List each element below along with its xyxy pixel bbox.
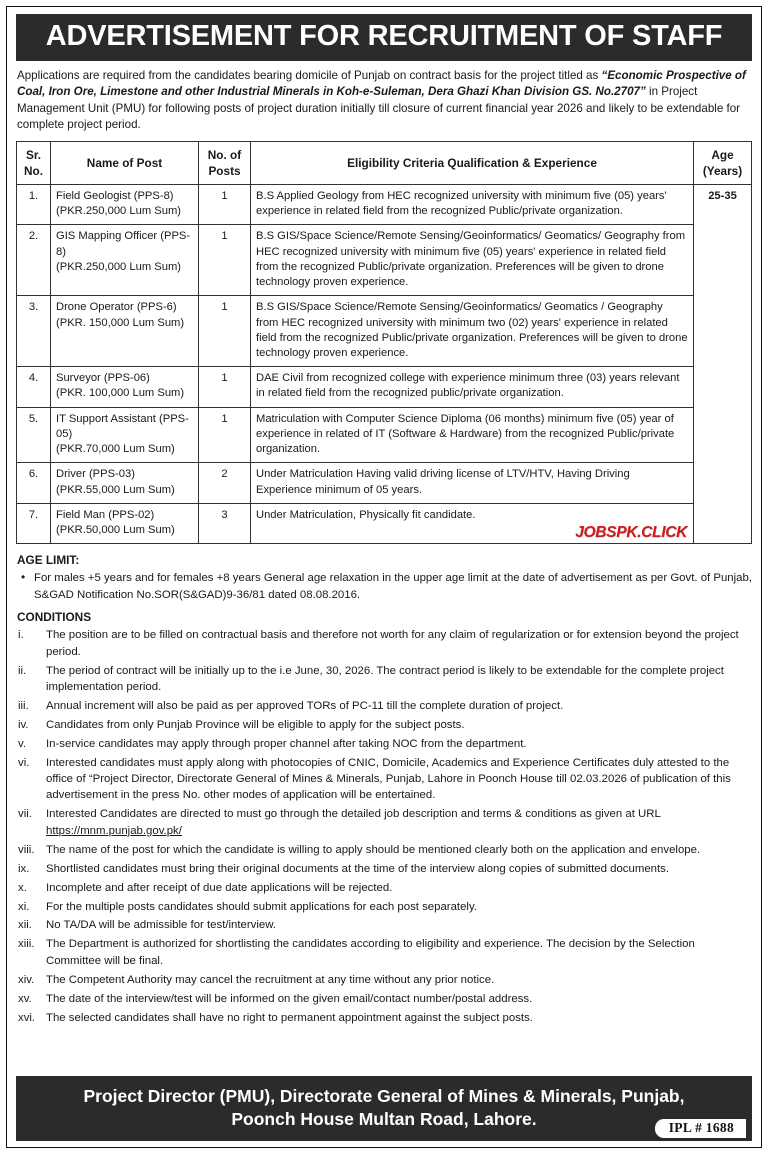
header-sr-no	[17, 141, 51, 184]
condition-text: The position are to be filled on contractual basis and therefore not worth for any claim of regularization or for extension beyond the project period.	[46, 629, 739, 658]
row-post	[51, 225, 199, 296]
conditions-heading: CONDITIONS	[17, 610, 92, 625]
row-sr: 4.	[17, 367, 51, 407]
row-post-pay: (PKR. 150,000 Lum Sum)	[56, 316, 185, 329]
table-row	[17, 296, 752, 367]
row-post-pay: (PKR.55,000 Lum Sum)	[56, 483, 175, 496]
list-item	[16, 861, 752, 877]
table-row	[17, 407, 752, 463]
condition-number: xvi.	[18, 1011, 36, 1024]
page-border	[6, 6, 762, 1148]
mnm-punjab-url-link[interactable]: https://mnm.punjab.gov.pk/	[46, 824, 182, 837]
row-posts-count: 1	[199, 407, 251, 463]
condition-number: x.	[18, 881, 27, 894]
condition-text: Incomplete and after receipt of due date applications will be rejected.	[46, 881, 393, 894]
table-row	[17, 463, 752, 503]
list-item	[16, 806, 752, 839]
condition-text: The name of the post for which the candidate is willing to apply should be mentioned clearly both on the application and envelope.	[46, 843, 701, 856]
condition-number: xiv.	[18, 973, 35, 986]
condition-number: i.	[18, 629, 24, 642]
header-age	[694, 141, 752, 184]
row-posts-count: 1	[199, 225, 251, 296]
condition-number: vii.	[18, 808, 32, 821]
row-eligibility-text: Under Matriculation, Physically fit candidate.	[256, 508, 476, 521]
row-post-name: Field Geologist (PPS-8)	[56, 189, 174, 202]
row-eligibility: B.S GIS/Space Science/Remote Sensing/Geoinformatics/ Geomatics / Geography from HEC recognized university with minimum two (02) years' experience in related field from the recognized Public/private organization. Preferences will be given to drone technology proven experience.	[251, 296, 694, 367]
row-age-range: 25-35	[694, 184, 752, 543]
row-post-pay: (PKR.50,000 Lum Sum)	[56, 524, 175, 537]
header-num-line1: No. of	[207, 147, 242, 162]
row-posts-count: 1	[199, 184, 251, 224]
row-sr: 3.	[17, 296, 51, 367]
list-item	[16, 972, 752, 988]
row-eligibility	[251, 503, 694, 543]
condition-number: viii.	[18, 843, 35, 856]
intro-part2: in Project Management Unit (PMU) for following posts of project duration initially till closure of current financial year 2026 and likely to be extendable for complete project period.	[17, 85, 741, 132]
table-row	[17, 503, 752, 543]
row-post	[51, 367, 199, 407]
condition-number: vi.	[18, 756, 30, 769]
condition-text: For the multiple posts candidates should submit applications for each post separately.	[46, 900, 477, 913]
row-eligibility: Matriculation with Computer Science Diploma (06 months) minimum five (05) year of experience in related of IT (Software & Hardware) from the recognized Public/private organization.	[251, 407, 694, 463]
condition-number: iii.	[18, 699, 29, 712]
page-title: ADVERTISEMENT FOR RECRUITMENT OF STAFF	[45, 20, 723, 52]
condition-number: xii.	[18, 919, 32, 932]
age-limit-list	[16, 570, 752, 605]
header-age-line2: (Years)	[702, 163, 743, 178]
row-eligibility: Under Matriculation Having valid driving license of LTV/HTV, Having Driving Experience minimum of 05 years.	[251, 463, 694, 503]
list-item	[16, 991, 752, 1007]
condition-number: ii.	[18, 664, 27, 677]
posts-table	[16, 141, 752, 545]
row-eligibility: B.S GIS/Space Science/Remote Sensing/Geoinformatics/ Geomatics/ Geography from HEC recognized university with minimum five (05) years' experience in related field from the recognized Public/private organization. Preferences will be given to drone technology proven experience.	[251, 225, 694, 296]
site-watermark: JOBSPK.CLICK	[575, 524, 687, 542]
row-sr: 5.	[17, 407, 51, 463]
list-item	[16, 663, 752, 696]
row-sr: 7.	[17, 503, 51, 543]
row-posts-count: 1	[199, 296, 251, 367]
row-post-pay: (PKR. 100,000 Lum Sum)	[56, 387, 185, 400]
condition-text: The period of contract will be initially up to the i.e June, 30, 2026. The contract period is likely to be extendable for the complete project implementation period.	[46, 664, 724, 693]
condition-number: v.	[18, 737, 27, 750]
conditions-list	[16, 627, 752, 1028]
row-post	[51, 296, 199, 367]
row-post-name: GIS Mapping Officer (PPS-8)	[56, 230, 191, 258]
list-item	[16, 880, 752, 896]
header-eligibility: Eligibility Criteria Qualification & Experience	[251, 141, 694, 184]
list-item	[16, 627, 752, 660]
row-post-pay: (PKR.250,000 Lum Sum)	[56, 205, 181, 218]
list-item	[16, 698, 752, 714]
ipl-reference-tag: IPL # 1688	[655, 1119, 746, 1138]
row-post	[51, 184, 199, 224]
condition-text: The Competent Authority may cancel the recruitment at any time without any prior notice.	[46, 973, 495, 986]
row-eligibility: DAE Civil from recognized college with experience minimum three (03) years relevant in related field from the recognized public/private organization.	[251, 367, 694, 407]
condition-number: iv.	[18, 718, 29, 731]
header-no-of-posts	[199, 141, 251, 184]
row-post-name: Driver (PPS-03)	[56, 468, 135, 481]
header-name-of-post: Name of Post	[51, 141, 199, 184]
row-posts-count: 2	[199, 463, 251, 503]
list-item	[16, 717, 752, 733]
row-posts-count: 3	[199, 503, 251, 543]
row-post-pay: (PKR.250,000 Lum Sum)	[56, 260, 181, 273]
condition-text: Shortlisted candidates must bring their original documents at the time of the interview along copies of submitted documents.	[46, 862, 670, 875]
condition-text: In-service candidates may apply through proper channel after taking NOC from the department.	[46, 737, 527, 750]
condition-text: The date of the interview/test will be informed on the given email/contact number/postal address.	[46, 992, 533, 1005]
condition-text: Annual increment will also be paid as per approved TORs of PC-11 till the complete duration of project.	[46, 699, 564, 712]
condition-number: xi.	[18, 900, 30, 913]
row-sr: 6.	[17, 463, 51, 503]
list-item	[16, 1010, 752, 1026]
footer-line-1: Project Director (PMU), Directorate General of Mines & Minerals, Punjab,	[83, 1086, 685, 1107]
table-header-row	[17, 141, 752, 184]
condition-number: ix.	[18, 862, 30, 875]
row-post-pay: (PKR.70,000 Lum Sum)	[56, 443, 175, 456]
row-posts-count: 1	[199, 367, 251, 407]
list-item	[16, 936, 752, 969]
condition-text: The Department is authorized for shortlisting the candidates according to eligibility and experience. The decision by the Selection Committee will be final.	[46, 938, 695, 967]
table-row	[17, 225, 752, 296]
condition-number: xv.	[18, 992, 32, 1005]
project-title: “Economic Prospective of Coal, Iron Ore, Limestone and other Industrial Minerals in Koh-e-Suleman, Dera Ghazi Khan Division GS. No.2707”	[17, 69, 746, 99]
row-post-name: Field Man (PPS-02)	[56, 508, 155, 521]
intro-paragraph	[17, 68, 752, 134]
condition-text-body: Interested Candidates are directed to must go through the detailed job description and terms & conditions as given at URL	[46, 808, 661, 821]
condition-text: The selected candidates shall have no right to permanent appointment against the subject posts.	[46, 1011, 533, 1024]
condition-number: xiii.	[18, 938, 35, 951]
condition-text: No TA/DA will be admissible for test/interview.	[46, 919, 277, 932]
row-sr: 1.	[17, 184, 51, 224]
table-row	[17, 184, 752, 224]
header-sr-line2: No.	[23, 163, 43, 178]
age-limit-heading: AGE LIMIT:	[17, 553, 80, 568]
row-post	[51, 407, 199, 463]
list-item	[16, 755, 752, 804]
row-post	[51, 503, 199, 543]
row-post-name: Surveyor (PPS-06)	[56, 372, 150, 385]
header-sr-line1: Sr.	[25, 147, 42, 162]
condition-text	[46, 806, 752, 839]
footer-line-2: Poonch House Multan Road, Lahore.	[231, 1108, 537, 1129]
footer-banner	[16, 1076, 752, 1141]
row-eligibility: B.S Applied Geology from HEC recognized university with minimum five (05) years' experience in related field from the recognized Public/private organization.	[251, 184, 694, 224]
list-item	[16, 842, 752, 858]
intro-part1: Applications are required from the candidates bearing domicile of Punjab on contract basis for the project titled as	[17, 69, 602, 82]
condition-text: Interested candidates must apply along with photocopies of CNIC, Domicile, Academics and Experience Certificates duly attested to the office of “Project Director, Directorate General of Mines & Minerals, Punjab, Lahore in Poonch House till 02.03.2026 of publication of this advertisement in the press No. other modes of application will be entertained.	[46, 756, 731, 802]
condition-text: Candidates from only Punjab Province will be eligible to apply for the subject posts.	[46, 718, 465, 731]
row-sr: 2.	[17, 225, 51, 296]
row-post	[51, 463, 199, 503]
header-age-line1: Age	[711, 147, 734, 162]
table-row	[17, 367, 752, 407]
list-item: • For males +5 years and for females +8 years General age relaxation in the upper age limit at the date of advertisement as per Govt. of Punjab, S&GAD Notification No.SOR(S&GAD)9-36/81 dated 08.08.2016.	[34, 570, 752, 603]
list-item	[16, 917, 752, 933]
header-num-line2: Posts	[208, 163, 241, 178]
row-post-name: IT Support Assistant (PPS- 05)	[56, 412, 189, 440]
header-banner	[16, 14, 752, 61]
row-post-name: Drone Operator (PPS-6)	[56, 301, 177, 314]
layout-spacer	[16, 1028, 752, 1072]
list-item	[16, 899, 752, 915]
list-item	[16, 736, 752, 752]
